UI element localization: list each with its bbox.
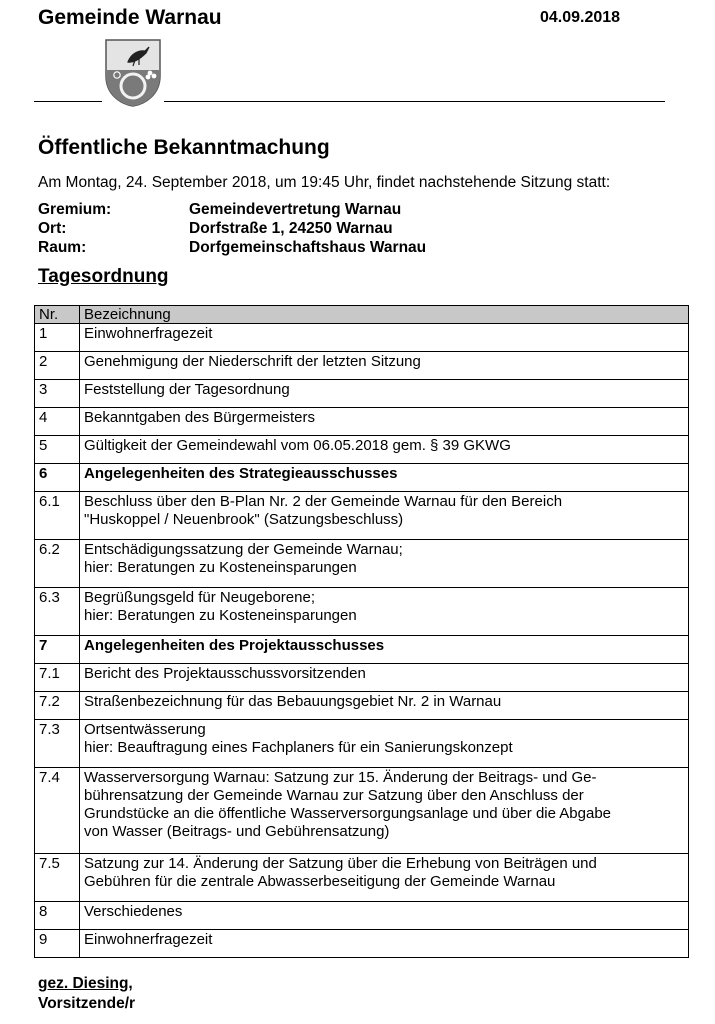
agenda-row [35,902,689,930]
agenda-item-text: Satzung zur 14. Änderung der Satzung über die Erhebung von Beiträgen und Gebühren für die zentrale Abwasserbeseitigung der Gemeinde Warnau [80,854,689,902]
agenda-row [35,464,689,492]
column-header-nr: Nr. [35,306,80,324]
agenda-item-text: Angelegenheiten des Projektausschusses [80,636,689,664]
agenda-row [35,768,689,854]
agenda-item-number: 7.4 [35,768,80,854]
notice-date: 04.09.2018 [540,9,621,26]
agenda-item-text: Ortsentwässerung hier: Beauftragung eines Fachplaners für ein Sanierungskonzept [80,720,689,768]
agenda-table [34,305,689,958]
meta-value: Gemeindevertretung Warnau [189,201,402,218]
agenda-header-row [35,306,689,324]
signature-block [38,974,135,1014]
agenda-item-number: 1 [35,324,80,352]
agenda-row [35,380,689,408]
agenda-item-text: Bericht des Projektausschussvorsitzenden [80,664,689,692]
notice-title: Öffentliche Bekanntmachung [38,136,330,159]
meeting-details [38,200,426,257]
agenda-row [35,930,689,958]
meta-key: Gremium: [38,201,112,218]
agenda-item-number: 6.2 [35,540,80,588]
meta-row-ort [38,219,426,238]
agenda-row [35,588,689,636]
agenda-row [35,436,689,464]
agenda-item-number: 3 [35,380,80,408]
agenda-row [35,540,689,588]
agenda-item-text: Angelegenheiten des Strategieausschusses [80,464,689,492]
agenda-item-number: 6.1 [35,492,80,540]
notice-intro: Am Montag, 24. September 2018, um 19:45 Uhr, findet nachstehende Sitzung statt: [38,174,611,191]
meta-key: Raum: [38,239,87,256]
agenda-item-number: 8 [35,902,80,930]
agenda-item-text: Straßenbezeichnung für das Bebauungsgebiet Nr. 2 in Warnau [80,692,689,720]
header-rule-left [34,101,102,102]
agenda-row [35,408,689,436]
agenda-item-text: Genehmigung der Niederschrift der letzten Sitzung [80,352,689,380]
agenda-item-text: Bekanntgaben des Bürgermeisters [80,408,689,436]
agenda-row [35,692,689,720]
agenda-item-number: 7.2 [35,692,80,720]
agenda-row [35,492,689,540]
agenda-row [35,854,689,902]
agenda-item-text: Wasserversorgung Warnau: Satzung zur 15. Änderung der Beitrags- und Ge- bührensatzung der Gemeinde Warnau zur Satzung über den Anschluss der Grundstücke an die öffentliche Wasserversorgungsanlage und über die Abgabe von Wasser (Beitrags- und Gebührensatzung) [80,768,689,854]
agenda-title: Tagesordnung [38,266,169,287]
signature-name: gez. Diesing, [38,975,133,992]
agenda-item-number: 7.1 [35,664,80,692]
meta-value: Dorfgemeinschaftshaus Warnau [189,239,427,256]
agenda-item-text: Begrüßungsgeld für Neugeborene; hier: Beratungen zu Kosteneinsparungen [80,588,689,636]
agenda-item-number: 2 [35,352,80,380]
agenda-item-text: Gültigkeit der Gemeindewahl vom 06.05.2018 gem. § 39 GKWG [80,436,689,464]
agenda-item-number: 6 [35,464,80,492]
agenda-item-number: 6.3 [35,588,80,636]
agenda-row [35,636,689,664]
agenda-item-number: 5 [35,436,80,464]
agenda-item-number: 7.3 [35,720,80,768]
agenda-row [35,324,689,352]
agenda-item-text: Verschiedenes [80,902,689,930]
header-rule-right [164,101,665,102]
agenda-item-text: Einwohnerfragezeit [80,324,689,352]
municipality-name: Gemeinde Warnau [38,6,222,29]
meta-value: Dorfstraße 1, 24250 Warnau [189,220,393,237]
agenda-item-number: 7 [35,636,80,664]
agenda-item-text: Einwohnerfragezeit [80,930,689,958]
agenda-row [35,352,689,380]
agenda-item-text: Beschluss über den B-Plan Nr. 2 der Gemeinde Warnau für den Bereich "Huskoppel / Neuenbrook" (Satzungsbeschluss) [80,492,689,540]
agenda-item-number: 4 [35,408,80,436]
meta-row-gremium [38,200,426,219]
agenda-body [35,324,689,958]
agenda-item-text: Entschädigungssatzung der Gemeinde Warnau; hier: Beratungen zu Kosteneinsparungen [80,540,689,588]
meta-row-raum [38,238,426,257]
agenda-item-number: 9 [35,930,80,958]
agenda-item-text: Feststellung der Tagesordnung [80,380,689,408]
meta-key: Ort: [38,220,67,237]
agenda-row [35,664,689,692]
signature-role: Vorsitzende/r [38,995,136,1012]
agenda-item-number: 7.5 [35,854,80,902]
municipal-crest-icon [104,38,162,108]
agenda-row [35,720,689,768]
column-header-bezeichnung: Bezeichnung [80,306,689,324]
